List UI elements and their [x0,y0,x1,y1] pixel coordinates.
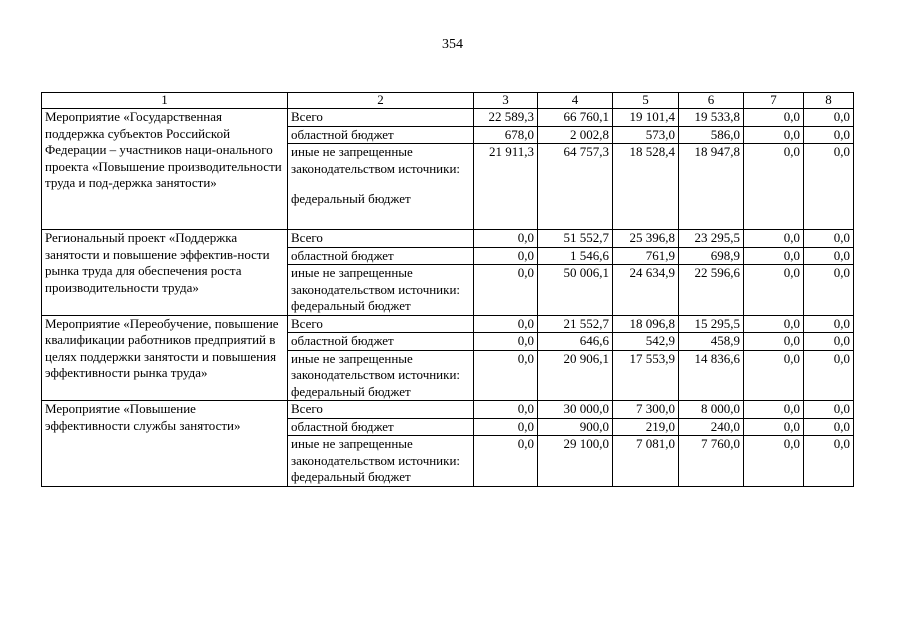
other-sources-label: иные не запрещенные законодательством источники: [291,144,461,176]
value-cell: 0,0 [804,333,854,351]
activity-name: Мероприятие «Повышение эффективности службы занятости» [42,401,288,487]
value-cell: 0,0 [804,265,854,316]
value-cell: 23 295,5 [679,230,744,248]
source-label: Всего [288,230,474,248]
value-cell: 0,0 [804,144,854,230]
value-cell: 21 911,3 [474,144,538,230]
source-label: областной бюджет [288,126,474,144]
value-cell: 25 396,8 [613,230,679,248]
header-cell: 4 [538,93,613,109]
value-cell: 0,0 [744,126,804,144]
value-cell: 15 295,5 [679,315,744,333]
federal-label: федеральный бюджет [291,191,411,206]
header-cell: 6 [679,93,744,109]
value-cell: 0,0 [744,401,804,419]
source-label: областной бюджет [288,333,474,351]
source-label-group [288,436,474,487]
value-cell: 0,0 [744,333,804,351]
value-cell: 7 300,0 [613,401,679,419]
value-cell: 458,9 [679,333,744,351]
header-row [42,93,854,109]
value-cell: 22 589,3 [474,109,538,127]
value-cell: 21 552,7 [538,315,613,333]
value-cell: 219,0 [613,418,679,436]
value-cell: 19 533,8 [679,109,744,127]
value-cell: 0,0 [744,247,804,265]
other-sources-label: иные не запрещенные законодательством источники: [291,436,461,468]
activity-name: Мероприятие «Государственная поддержка субъектов Российской Федерации – участников наци-онального проекта «Повышение производительности труда и под-держка занятости» [42,109,288,230]
value-cell: 0,0 [804,230,854,248]
source-label: Всего [288,109,474,127]
page-number: 354 [442,37,463,52]
other-sources-label: иные не запрещенные законодательством источники: [291,265,461,297]
value-cell: 18 096,8 [613,315,679,333]
value-cell: 0,0 [804,126,854,144]
source-label-group [288,265,474,316]
value-cell: 1 546,6 [538,247,613,265]
value-cell: 698,9 [679,247,744,265]
value-cell: 0,0 [804,109,854,127]
value-cell: 18 947,8 [679,144,744,230]
federal-label: федеральный бюджет [291,469,411,484]
value-cell: 0,0 [804,315,854,333]
table-row [42,401,854,419]
header-cell: 2 [288,93,474,109]
activity-name: Мероприятие «Переобучение, повышение квалификации работников предприятий в целях поддержки занятости и повышения эффективности рынка труда» [42,315,288,401]
source-label-group [288,350,474,401]
value-cell: 0,0 [474,230,538,248]
value-cell: 0,0 [744,436,804,487]
value-cell: 19 101,4 [613,109,679,127]
header-cell: 5 [613,93,679,109]
value-cell: 18 528,4 [613,144,679,230]
value-cell: 66 760,1 [538,109,613,127]
value-cell: 0,0 [804,418,854,436]
source-label: областной бюджет [288,247,474,265]
federal-label: федеральный бюджет [291,298,411,313]
value-cell: 22 596,6 [679,265,744,316]
table-row [42,230,854,248]
value-cell: 0,0 [804,350,854,401]
value-cell: 0,0 [804,436,854,487]
source-label: Всего [288,401,474,419]
header-cell: 7 [744,93,804,109]
value-cell: 14 836,6 [679,350,744,401]
budget-table [41,92,854,487]
table-row [42,109,854,127]
value-cell: 24 634,9 [613,265,679,316]
value-cell: 7 081,0 [613,436,679,487]
value-cell: 900,0 [538,418,613,436]
value-cell: 0,0 [804,401,854,419]
value-cell: 64 757,3 [538,144,613,230]
value-cell: 51 552,7 [538,230,613,248]
value-cell: 0,0 [744,230,804,248]
header-cell: 1 [42,93,288,109]
value-cell: 0,0 [474,265,538,316]
header-cell: 8 [804,93,854,109]
header-cell: 3 [474,93,538,109]
value-cell: 0,0 [474,436,538,487]
value-cell: 0,0 [474,333,538,351]
value-cell: 2 002,8 [538,126,613,144]
value-cell: 0,0 [474,315,538,333]
value-cell: 29 100,0 [538,436,613,487]
value-cell: 0,0 [744,418,804,436]
value-cell: 542,9 [613,333,679,351]
value-cell: 0,0 [744,265,804,316]
value-cell: 50 006,1 [538,265,613,316]
source-label: Всего [288,315,474,333]
value-cell: 0,0 [474,401,538,419]
value-cell: 573,0 [613,126,679,144]
value-cell: 761,9 [613,247,679,265]
value-cell: 0,0 [744,109,804,127]
table-row [42,315,854,333]
value-cell: 646,6 [538,333,613,351]
value-cell: 0,0 [474,247,538,265]
value-cell: 20 906,1 [538,350,613,401]
value-cell: 7 760,0 [679,436,744,487]
value-cell: 678,0 [474,126,538,144]
value-cell: 586,0 [679,126,744,144]
source-label-group [288,144,474,230]
value-cell: 0,0 [474,418,538,436]
value-cell: 0,0 [744,144,804,230]
value-cell: 240,0 [679,418,744,436]
federal-label: федеральный бюджет [291,383,411,399]
value-cell: 0,0 [804,247,854,265]
value-cell: 0,0 [474,350,538,401]
value-cell: 0,0 [744,315,804,333]
value-cell: 8 000,0 [679,401,744,419]
value-cell: 0,0 [744,350,804,401]
activity-name: Региональный проект «Поддержка занятости и повышение эффектив-ности рынка труда для обеспечения роста производительности труда» [42,230,288,316]
value-cell: 30 000,0 [538,401,613,419]
value-cell: 17 553,9 [613,350,679,401]
source-label: областной бюджет [288,418,474,436]
other-sources-label: иные не запрещенные законодательством источники: [291,350,461,382]
